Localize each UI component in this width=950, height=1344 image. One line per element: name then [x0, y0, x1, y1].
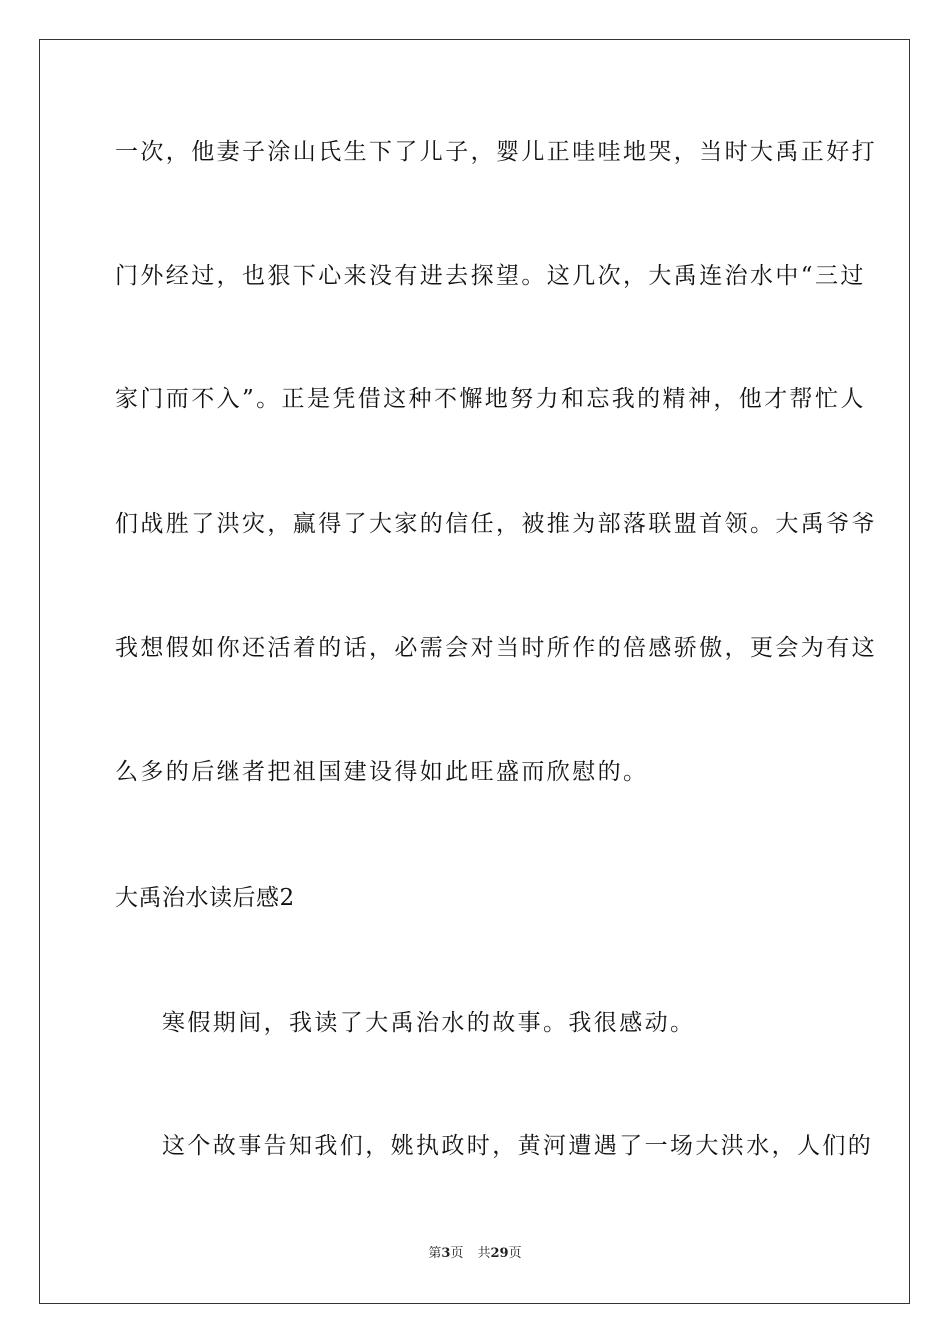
- body-text-line-5: 我想假如你还活着的话，必需会对当时所作的倍感骄傲，更会为有这: [115, 635, 877, 661]
- total-page-count: 29: [490, 1246, 509, 1261]
- body-text-line-1: 一次，他妻子涂山氏生下了儿子，婴儿正哇哇地哭，当时大禹正好打: [115, 139, 877, 165]
- body-text-line-4: 们战胜了洪灾，赢得了大家的信任，被推为部落联盟首领。大禹爷爷: [115, 511, 877, 537]
- section-heading: 大禹治水读后感2: [115, 885, 295, 911]
- body-text-line-6: 么多的后继者把祖国建设得如此旺盛而欣慰的。: [115, 759, 649, 785]
- page-suffix: 页: [450, 1246, 464, 1261]
- page-frame: [39, 39, 910, 1304]
- page-prefix: 第: [428, 1246, 442, 1261]
- total-prefix: 共: [477, 1246, 491, 1261]
- paragraph-1: 寒假期间，我读了大禹治水的故事。我很感动。: [162, 1010, 696, 1036]
- body-text-line-2: 门外经过，也狠下心来没有进去探望。这几次，大禹连治水中“三过: [115, 263, 866, 289]
- paragraph-2: 这个故事告知我们，姚执政时，黄河遭遇了一场大洪水，人们的: [162, 1133, 874, 1159]
- body-text-line-3: 家门而不入”。正是凭借这种不懈地努力和忘我的精神，他才帮忙人: [115, 386, 866, 412]
- current-page-number: 3: [441, 1246, 451, 1261]
- page-footer: [0, 1245, 950, 1263]
- total-suffix: 页: [508, 1246, 522, 1261]
